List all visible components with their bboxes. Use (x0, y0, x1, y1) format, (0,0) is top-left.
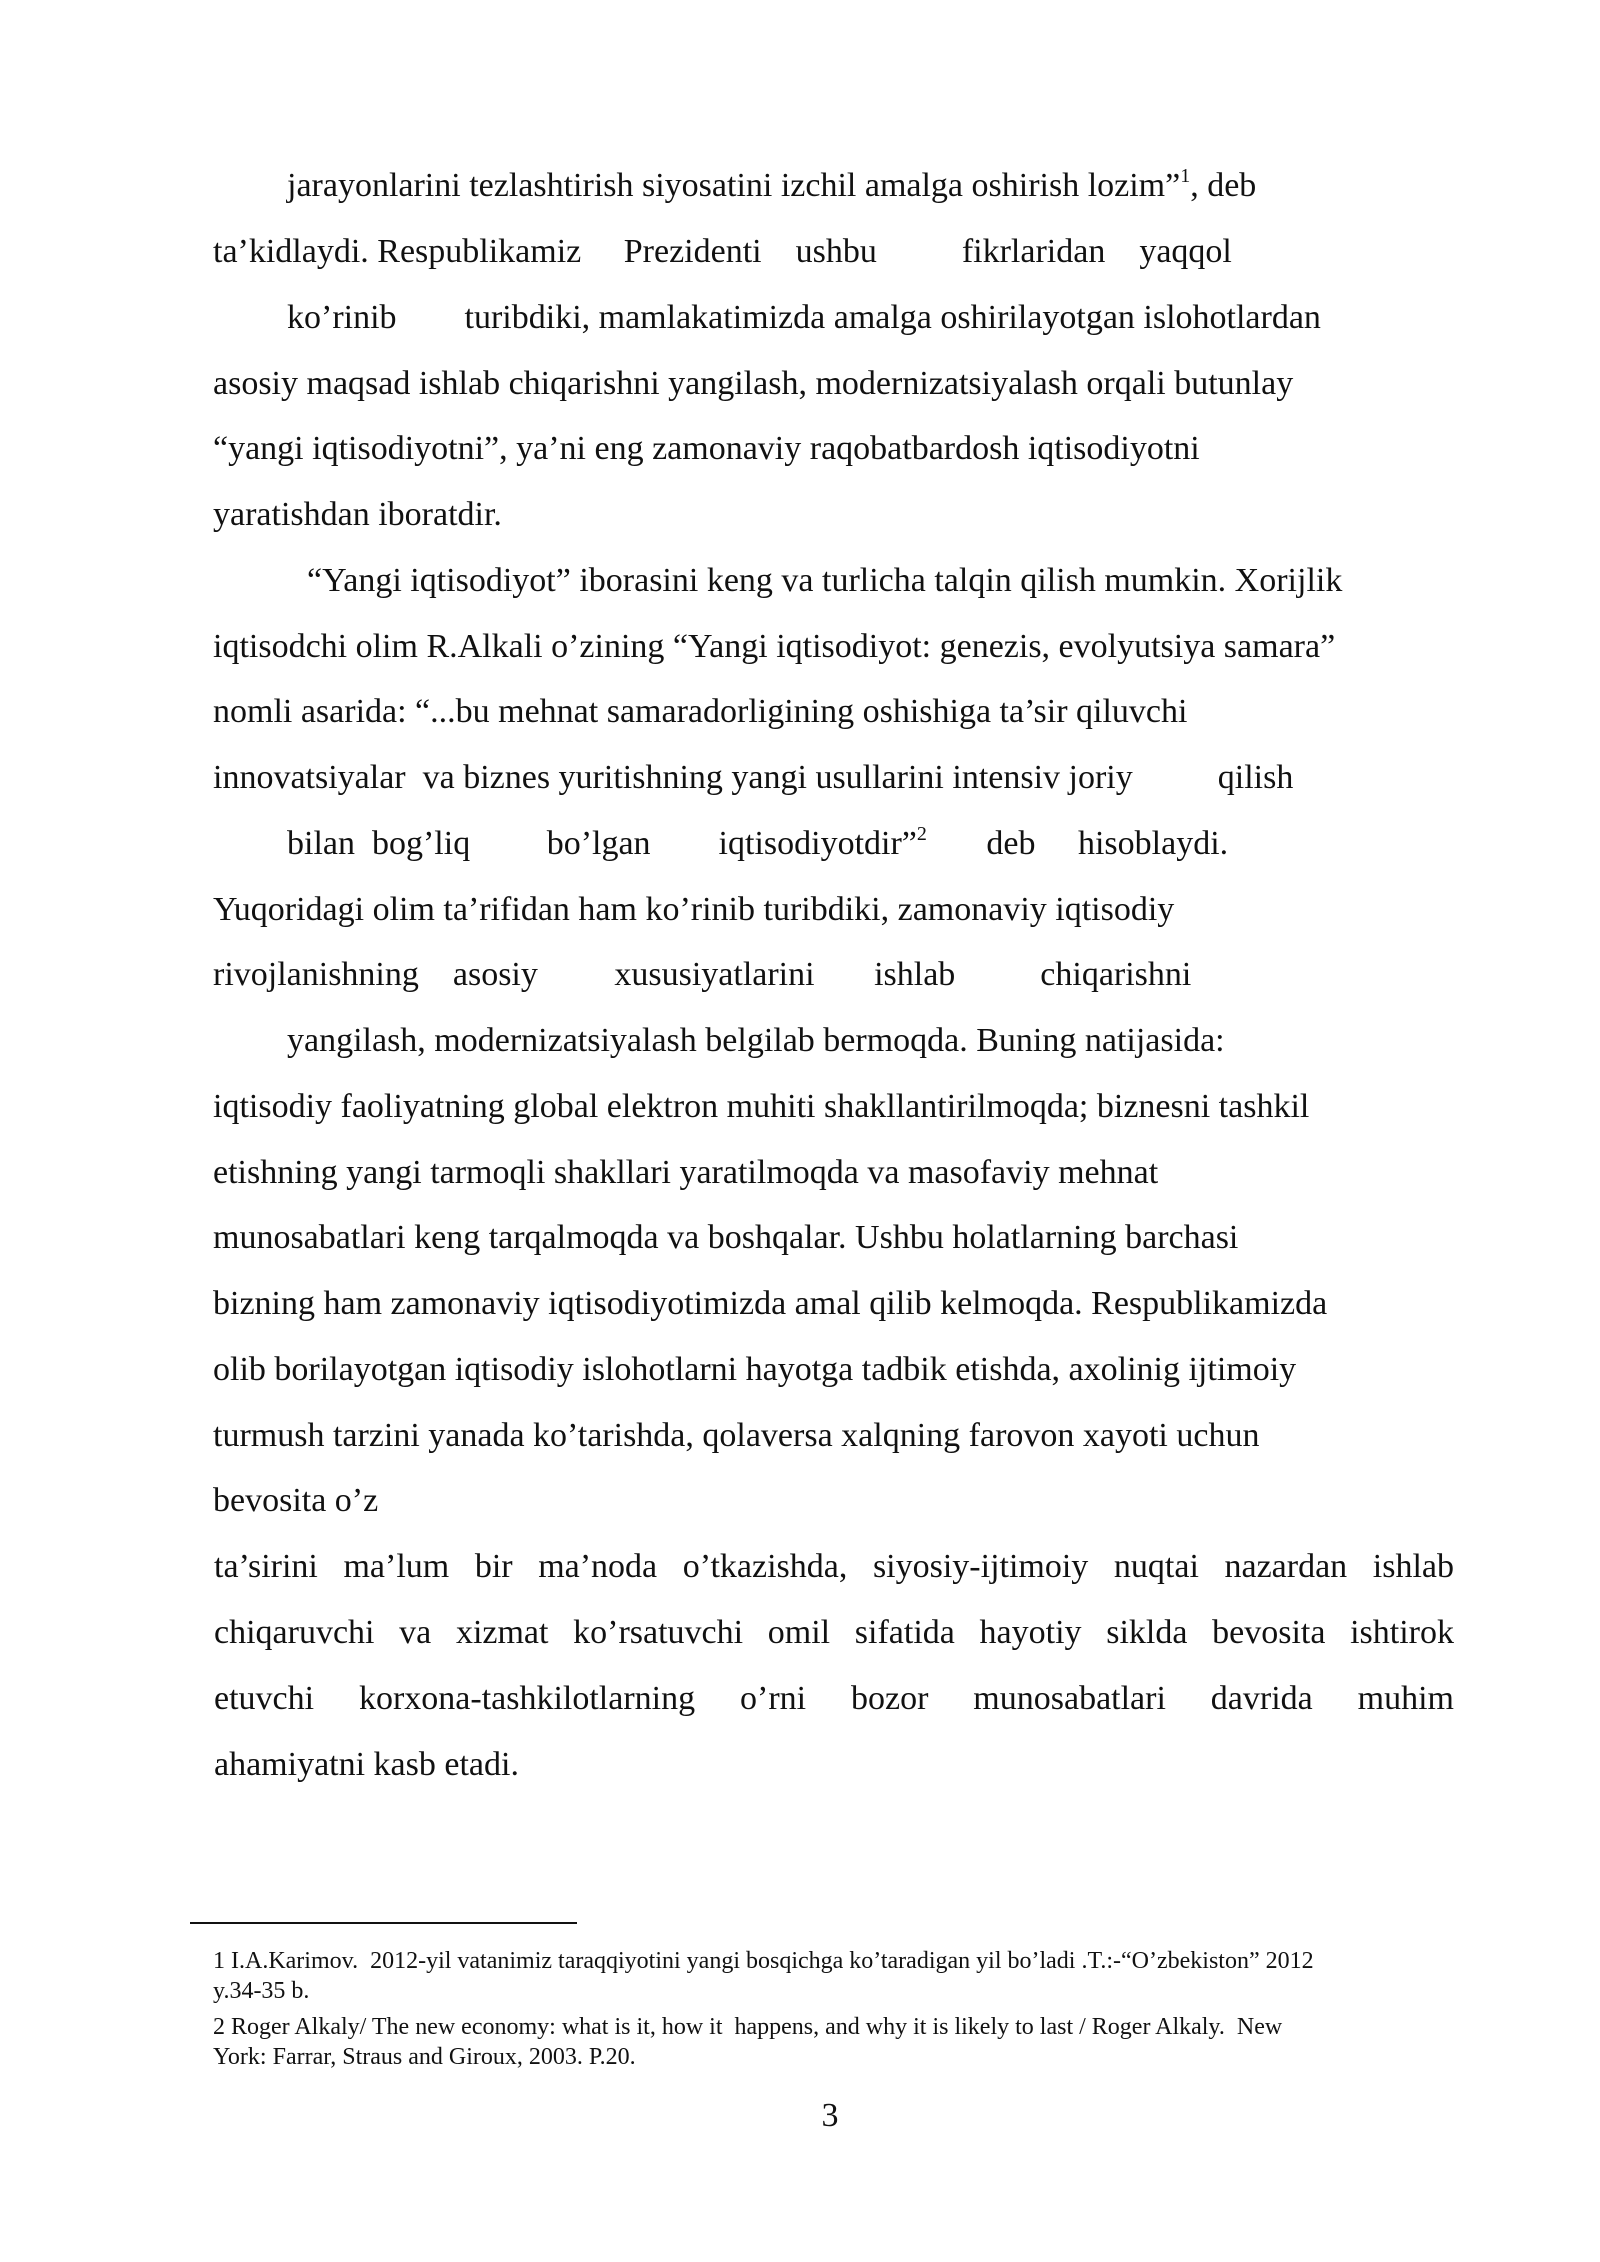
footnote-1-line-1: 1 I.A.Karimov. 2012-yil vatanimiz taraqqiyotini yangi bosqichga ko’taradigan yil bo’ladi .T.:-“O’zbekiston” 2012 (213, 1948, 1314, 1974)
body-line-24: etuvchi korxona-tashkilotlarning o’rni bozor munosabatlari davrida muhim (214, 1680, 1454, 1717)
body-line-3: ko’rinib turibdiki, mamlakatimizda amalga oshirilayotgan islohotlardan (287, 299, 1321, 336)
footnote-ref-2[interactable]: 2 (916, 823, 927, 845)
body-line-4: asosiy maqsad ishlab chiqarishni yangilash, modernizatsiyalash orqali butunlay (213, 365, 1294, 402)
body-line-19: olib borilayotgan iqtisodiy islohotlarni hayotga tadbik etishda, axolinig ijtimoiy (213, 1351, 1297, 1388)
body-line-18: bizning ham zamonaviy iqtisodiyotimizda amal qilib kelmoqda. Respublikamizda (213, 1285, 1328, 1322)
body-line-13: rivojlanishning asosiy xususiyatlarini ishlab chiqarishni (213, 956, 1192, 993)
footnote-ref-1[interactable]: 1 (1180, 165, 1191, 187)
body-line-14: yangilash, modernizatsiyalash belgilab bermoqda. Buning natijasida: (287, 1022, 1225, 1059)
footnote-2-line-1: 2 Roger Alkaly/ The new economy: what is it, how it happens, and why it is likely to last / Roger Alkaly. New (213, 2014, 1283, 2040)
body-line-22: ta’sirini ma’lum bir ma’noda o’tkazishda, siyosiy-ijtimoiy nuqtai nazardan ishlab (214, 1548, 1454, 1585)
footnote-2-line-2: York: Farrar, Straus and Giroux, 2003. P.20. (213, 2044, 636, 2070)
body-line-15: iqtisodiy faoliyatning global elektron muhiti shakllantirilmoqda; biznesni tashkil (213, 1088, 1310, 1125)
body-line-17: munosabatlari keng tarqalmoqda va boshqalar. Ushbu holatlarning barchasi (213, 1219, 1239, 1256)
body-line-20: turmush tarzini yanada ko’tarishda, qolaversa xalqning farovon xayoti uchun (213, 1417, 1260, 1454)
page-number: 3 (821, 2097, 839, 2134)
body-line-7: “Yangi iqtisodiyot” iborasini keng va turlicha talqin qilish mumkin. Xorijlik (307, 562, 1343, 599)
body-line-5: “yangi iqtisodiyotni”, ya’ni eng zamonaviy raqobatbardosh iqtisodiyotni (213, 430, 1200, 467)
body-line-11: bilan bog’liq bo’lgan iqtisodiyotdir”$^2$ deb hisoblaydi. (287, 823, 1229, 862)
body-line-12: Yuqoridagi olim ta’rifidan ham ko’rinib turibdiki, zamonaviy iqtisodiy (213, 891, 1175, 928)
body-line-2: ta’kidlaydi. Respublikamiz Prezidenti ushbu fikrlaridan yaqqol (213, 233, 1232, 270)
body-line-23: chiqaruvchi va xizmat ko’rsatuvchi omil sifatida hayotiy siklda bevosita ishtirok (214, 1614, 1454, 1651)
footnote-1-line-2: y.34-35 b. (213, 1978, 310, 2004)
body-line-1: jarayonlarini tezlashtirish siyosatini izchil amalga oshirish lozim”$^1$, deb (287, 165, 1257, 204)
body-line-21: bevosita o’z (213, 1482, 379, 1519)
body-line-10: innovatsiyalar va biznes yuritishning yangi usullarini intensiv joriy qilish (213, 759, 1294, 796)
body-line-25: ahamiyatni kasb etadi. (214, 1746, 519, 1783)
footnote-separator (190, 1922, 577, 1924)
body-line-6: yaratishdan iboratdir. (213, 496, 502, 533)
body-line-9: nomli asarida: “...bu mehnat samaradorligining oshishiga ta’sir qiluvchi (213, 693, 1188, 730)
body-line-8: iqtisodchi olim R.Alkali o’zining “Yangi iqtisodiyot: genezis, evolyutsiya samara” (213, 628, 1336, 665)
body-line-16: etishning yangi tarmoqli shakllari yaratilmoqda va masofaviy mehnat (213, 1154, 1159, 1191)
